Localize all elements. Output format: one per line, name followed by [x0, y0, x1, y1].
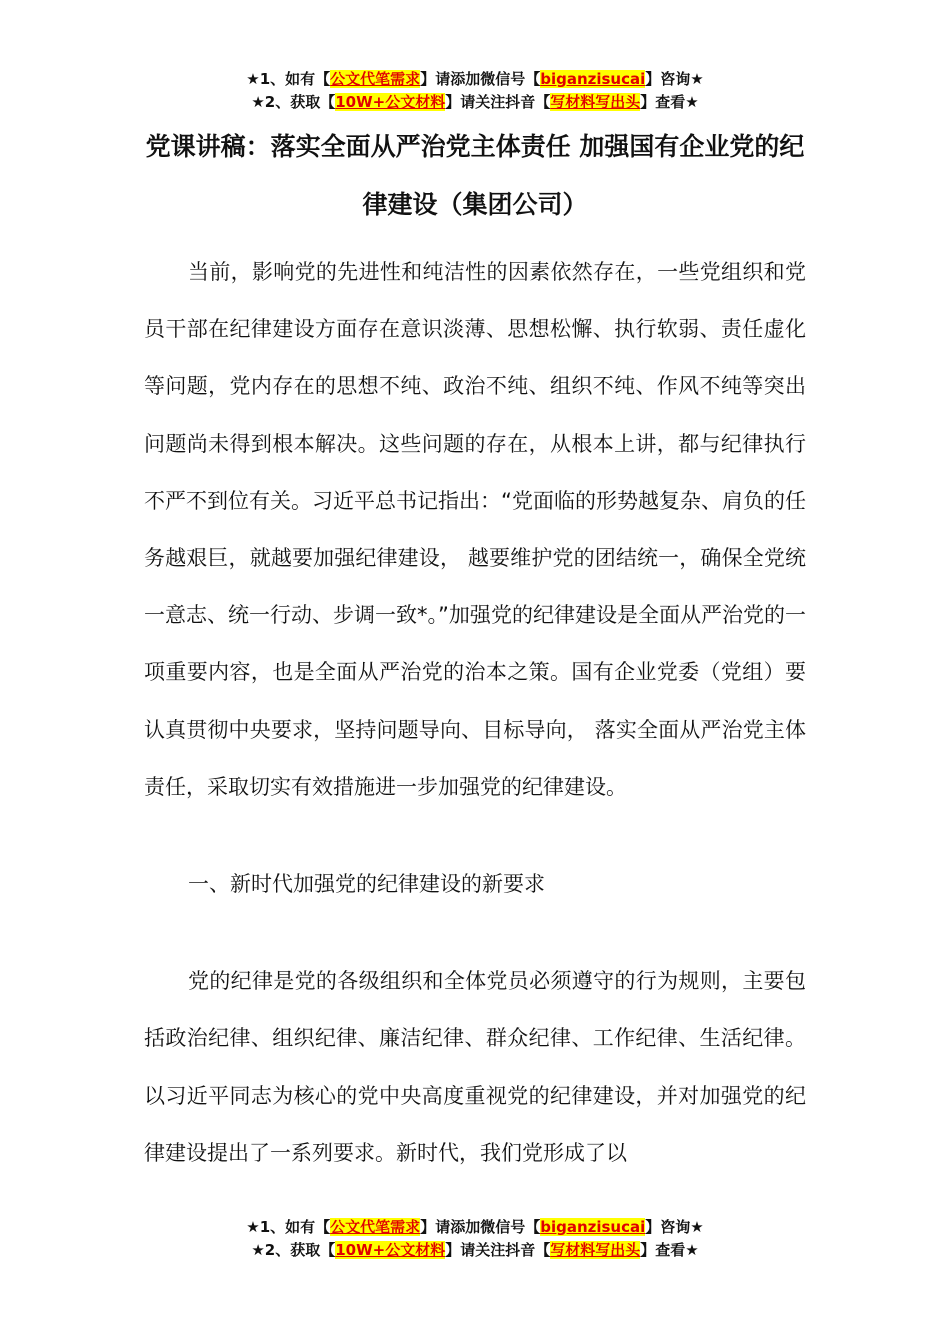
document-title: 党课讲稿：落实全面从严治党主体责任 加强国有企业党的纪律建设（集团公司） [145, 132, 805, 219]
body-paragraph: 党的纪律是党的各级组织和全体党员必须遵守的行为规则，主要包括政治纪律、组织纪律、廉洁纪律、群众纪律、工作纪律、生活纪律。以习近平同志为核心的党中央高度重视党的纪律建设，并对加强党的纪律建设提出了一系列要求。新时代，我们党形成了以 [144, 969, 806, 1165]
wechat-id-highlight: biganzisucai [540, 70, 646, 88]
banner-text: 】咨询★ [645, 1218, 704, 1236]
douyin-highlight: 写材料写出头 [550, 93, 641, 111]
banner-line-1 [0, 1216, 950, 1239]
section-heading: 一、新时代加强党的纪律建设的新要求 [188, 872, 545, 897]
banner-text: 】请添加微信号【 [420, 1218, 541, 1236]
banner-text: 】请关注抖音【 [445, 93, 551, 111]
body-paragraph: 当前，影响党的先进性和纯洁性的因素依然存在，一些党组织和党员干部在纪律建设方面存在意识淡薄、思想松懈、执行软弱、责任虚化等问题，党内存在的思想不纯、政治不纯、组织不纯、作风不纯等突出问题尚未得到根本解决。这些问题的存在，从根本上讲，都与纪律执行不严不到位有关。习近平总书记指出：“党面临的形势越复杂、肩负的任务越艰巨，就越要加强纪律建设， 越要维护党的团结统一，确保全党统一意志、统一行动、步调一致*。”加强党的纪律建设是全面从严治党的一项重要内容，也是全面从严治党的治本之策。国有企业党委（党组）要认真贯彻中央要求，坚持问题导向、目标导向， 落实全面从严治党主体责任，采取切实有效措施进一步加强党的纪律建设。 [144, 260, 806, 799]
banner-text: 】请关注抖音【 [445, 1241, 551, 1259]
banner-highlight: 公文代笔需求 [330, 70, 421, 88]
banner-text: ★2、获取【 [251, 93, 336, 111]
banner-line-2 [0, 1239, 950, 1262]
banner-text: 】咨询★ [645, 70, 704, 88]
banner-text: 】请添加微信号【 [420, 70, 541, 88]
wechat-id-highlight: biganzisucai [540, 1218, 646, 1236]
bottom-banner [0, 1216, 950, 1262]
banner-highlight: 公文代笔需求 [330, 1218, 421, 1236]
banner-line-2 [0, 91, 950, 114]
douyin-highlight: 写材料写出头 [550, 1241, 641, 1259]
banner-text: 】查看★ [640, 1241, 699, 1259]
banner-text: ★1、如有【 [246, 70, 331, 88]
document-body [144, 244, 806, 1182]
banner-text: 】查看★ [640, 93, 699, 111]
banner-text: ★1、如有【 [246, 1218, 331, 1236]
banner-highlight: 10W+公文材料 [335, 93, 446, 111]
banner-highlight: 10W+公文材料 [335, 1241, 446, 1259]
top-banner [0, 68, 950, 114]
banner-text: ★2、获取【 [251, 1241, 336, 1259]
banner-line-1 [0, 68, 950, 91]
